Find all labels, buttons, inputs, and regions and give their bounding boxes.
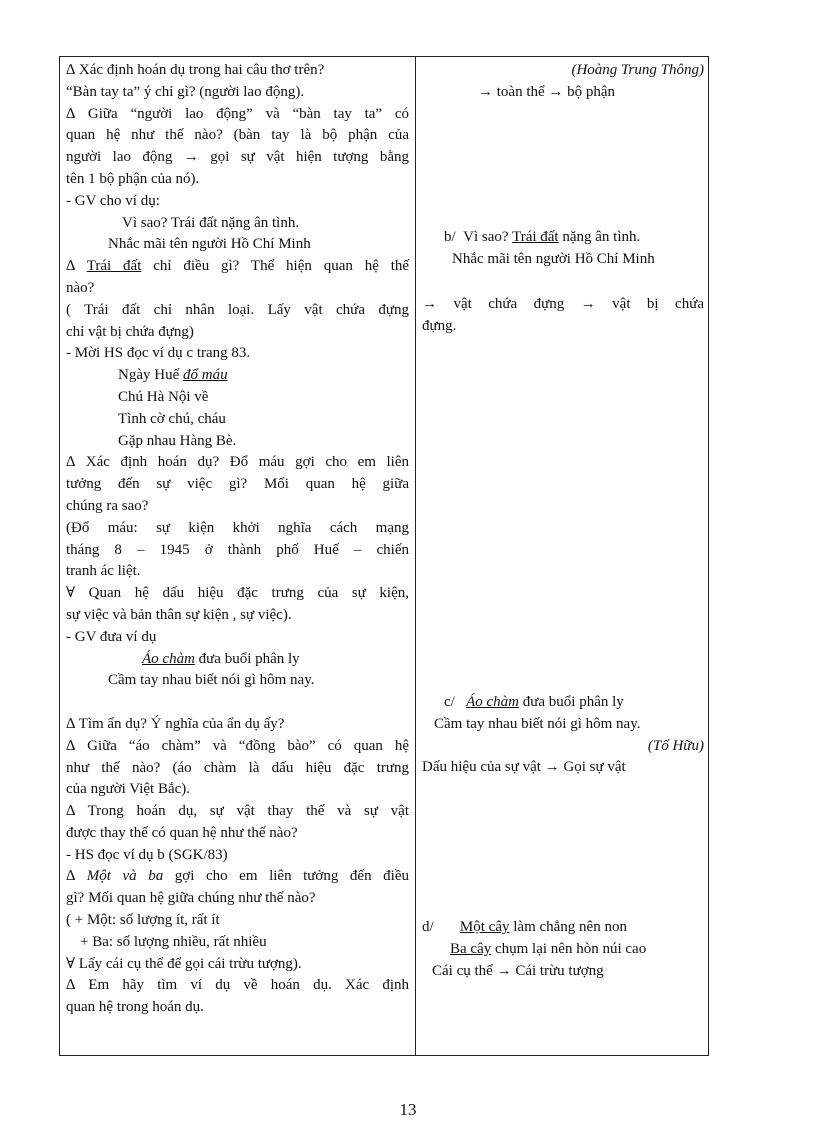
text-line: - HS đọc ví dụ b (SGK/83) [66, 846, 228, 863]
text-line: chỉ vật bị chứa đựng) [66, 323, 194, 340]
text-line: tưởng đến sự việc gì? Mối quan hệ giữa [66, 476, 409, 493]
poem-line: Gặp nhau Hàng Bè. [118, 432, 237, 449]
text-line: ∀ Lấy cái cụ thể để gọi cái trừu tượng). [66, 955, 302, 972]
text-span: chỉ điều gì? Thể hiện quan hệ thế [141, 258, 410, 275]
text-line: - GV cho ví dụ: [66, 192, 160, 209]
text-line: của người Việt Bắc). [66, 781, 191, 798]
text-line: ∆ Giữa “áo chàm” và “đồng bào” có quan hệ [66, 737, 409, 754]
underlined-term: Áo chàm [466, 694, 519, 710]
text-span: nặng ân tình. [558, 229, 641, 245]
text-line: tháng 8 – 1945 ở thành phố Huế – chiến [66, 541, 409, 558]
text-line [66, 866, 409, 888]
poem-line: Nhắc mãi tên người Hồ Chí Minh [108, 236, 311, 253]
poem-line [66, 365, 409, 387]
left-column-teacher-activities [60, 57, 415, 1055]
poem-line: Cầm tay nhau biết nói gì hôm nay. [434, 715, 641, 732]
poem-line: Nhắc mãi tên người Hồ Chí Minh [452, 250, 655, 267]
text-line: quan hệ như thế nào? (bàn tay là bộ phận của [66, 127, 409, 144]
text-line: nào? [66, 279, 95, 296]
relation-note: → vật chứa đựng → vật bị chứa [422, 296, 704, 312]
example-label: d/ [422, 919, 434, 935]
text-line: chúng ra sao? [66, 497, 149, 514]
text-span: đưa buổi phân ly [518, 694, 624, 710]
relation-note: Cái cụ thể → Cái trừu tượng [432, 962, 604, 979]
example-c [422, 692, 704, 779]
text-line: được thay thế có quan hệ như thế nào? [66, 824, 298, 841]
text-line: người lao động → gọi sự vật hiện tượng bằng [66, 149, 409, 166]
italic-term: Một và ba [86, 868, 164, 885]
text-line: quan hệ trong hoán dụ. [66, 999, 204, 1016]
text-line: ∀ Quan hệ dấu hiệu đặc trưng của sự kiện, [66, 585, 409, 602]
text-line: ∆ Em hãy tìm ví dụ về hoán dụ. Xác định [66, 977, 409, 994]
example-label: c/ [444, 694, 455, 710]
text-span: chụm lại nên hòn núi cao [491, 940, 647, 957]
author-credit: (Hoàng Trung Thông) [571, 62, 704, 78]
example-b-notes [422, 294, 704, 338]
text-line: + Ba: số lượng nhiều, rất nhiều [80, 933, 267, 950]
underlined-term: Một cây [459, 919, 510, 935]
text-line: ∆ Tìm ẩn dụ? Ý nghĩa của ẩn dụ ấy? [66, 715, 285, 732]
text-span: Ngày Huế [118, 367, 183, 384]
lesson-table [59, 56, 709, 1056]
poem-line [422, 692, 704, 714]
text-line: tên 1 bộ phận của nó). [66, 170, 200, 187]
relation-note: đựng. [422, 317, 457, 334]
text-line: ( + Một: số lượng ít, rất ít [66, 912, 220, 929]
text-line: “Bàn tay ta” ý chỉ gì? (người lao động). [66, 83, 305, 100]
text-span: Vì sao? [463, 229, 513, 245]
text-line: ( Trái đất chỉ nhân loại. Lấy vật chứa đựng [66, 301, 409, 318]
poem-line: Chú Hà Nội về [118, 388, 209, 405]
blank-line [66, 692, 409, 714]
text-span: làm chẳng nên non [509, 919, 627, 935]
poem-line [422, 939, 704, 961]
relation-note: Dấu hiệu của sự vật → Gọi sự vật [422, 759, 626, 776]
text-line: sự việc và bản thân sự kiện , sự việc). [66, 606, 292, 623]
text-line: - GV đưa ví dụ [66, 628, 157, 645]
underlined-term: Áo chàm [142, 650, 195, 667]
text-line: ∆ Trong hoán dụ, sự vật thay thế và sự vật [66, 803, 409, 820]
underlined-term: Ba cây [450, 940, 492, 957]
poem-line: Cầm tay nhau biết nói gì hôm nay. [108, 672, 315, 689]
text-span: ∆ [66, 868, 87, 885]
example-a-notes [422, 60, 704, 104]
example-label: b/ [444, 229, 456, 245]
text-line: như thế nào? (áo chàm là dấu hiệu đặc trưng [66, 759, 409, 776]
text-line: (Đổ máu: sự kiện khởi nghĩa cách mạng [66, 519, 409, 536]
author-credit: (Tố Hữu) [647, 737, 704, 754]
text-line: ∆ Xác định hoán dụ trong hai câu thơ trên? [66, 62, 325, 78]
right-column-content [416, 57, 710, 1055]
text-line: gì? Mối quan hệ giữa chúng như thế nào? [66, 890, 316, 907]
underlined-term: Trái đất [86, 258, 142, 275]
text-span: ∆ [66, 258, 87, 275]
text-line: ∆ Giữa “người lao động” và “bàn tay ta” có [66, 105, 409, 122]
example-b [422, 227, 704, 271]
underlined-term: đổ máu [182, 367, 228, 384]
poem-line: Tình cờ chú, cháu [118, 410, 226, 427]
text-line: tranh ác liệt. [66, 563, 141, 580]
text-line: ∆ Xác định hoán dụ? Đổ máu gợi cho em liên [66, 454, 409, 471]
poem-line: Vì sao? Trái đất nặng ân tình. [122, 214, 300, 231]
poem-line [422, 227, 704, 249]
poem-line [422, 917, 704, 939]
text-span: đưa buổi phân ly [194, 650, 300, 667]
text-span: gợi cho em liên tưởng đến điều [163, 868, 409, 885]
example-d [422, 917, 704, 982]
poem-line [66, 649, 409, 671]
text-line: - Mời HS đọc ví dụ c trang 83. [66, 345, 251, 362]
underlined-term: Trái đất [512, 229, 559, 245]
text-line [66, 256, 409, 278]
relation-note: → toàn thể → bộ phận [478, 83, 616, 100]
page-number: 13 [399, 1100, 417, 1119]
